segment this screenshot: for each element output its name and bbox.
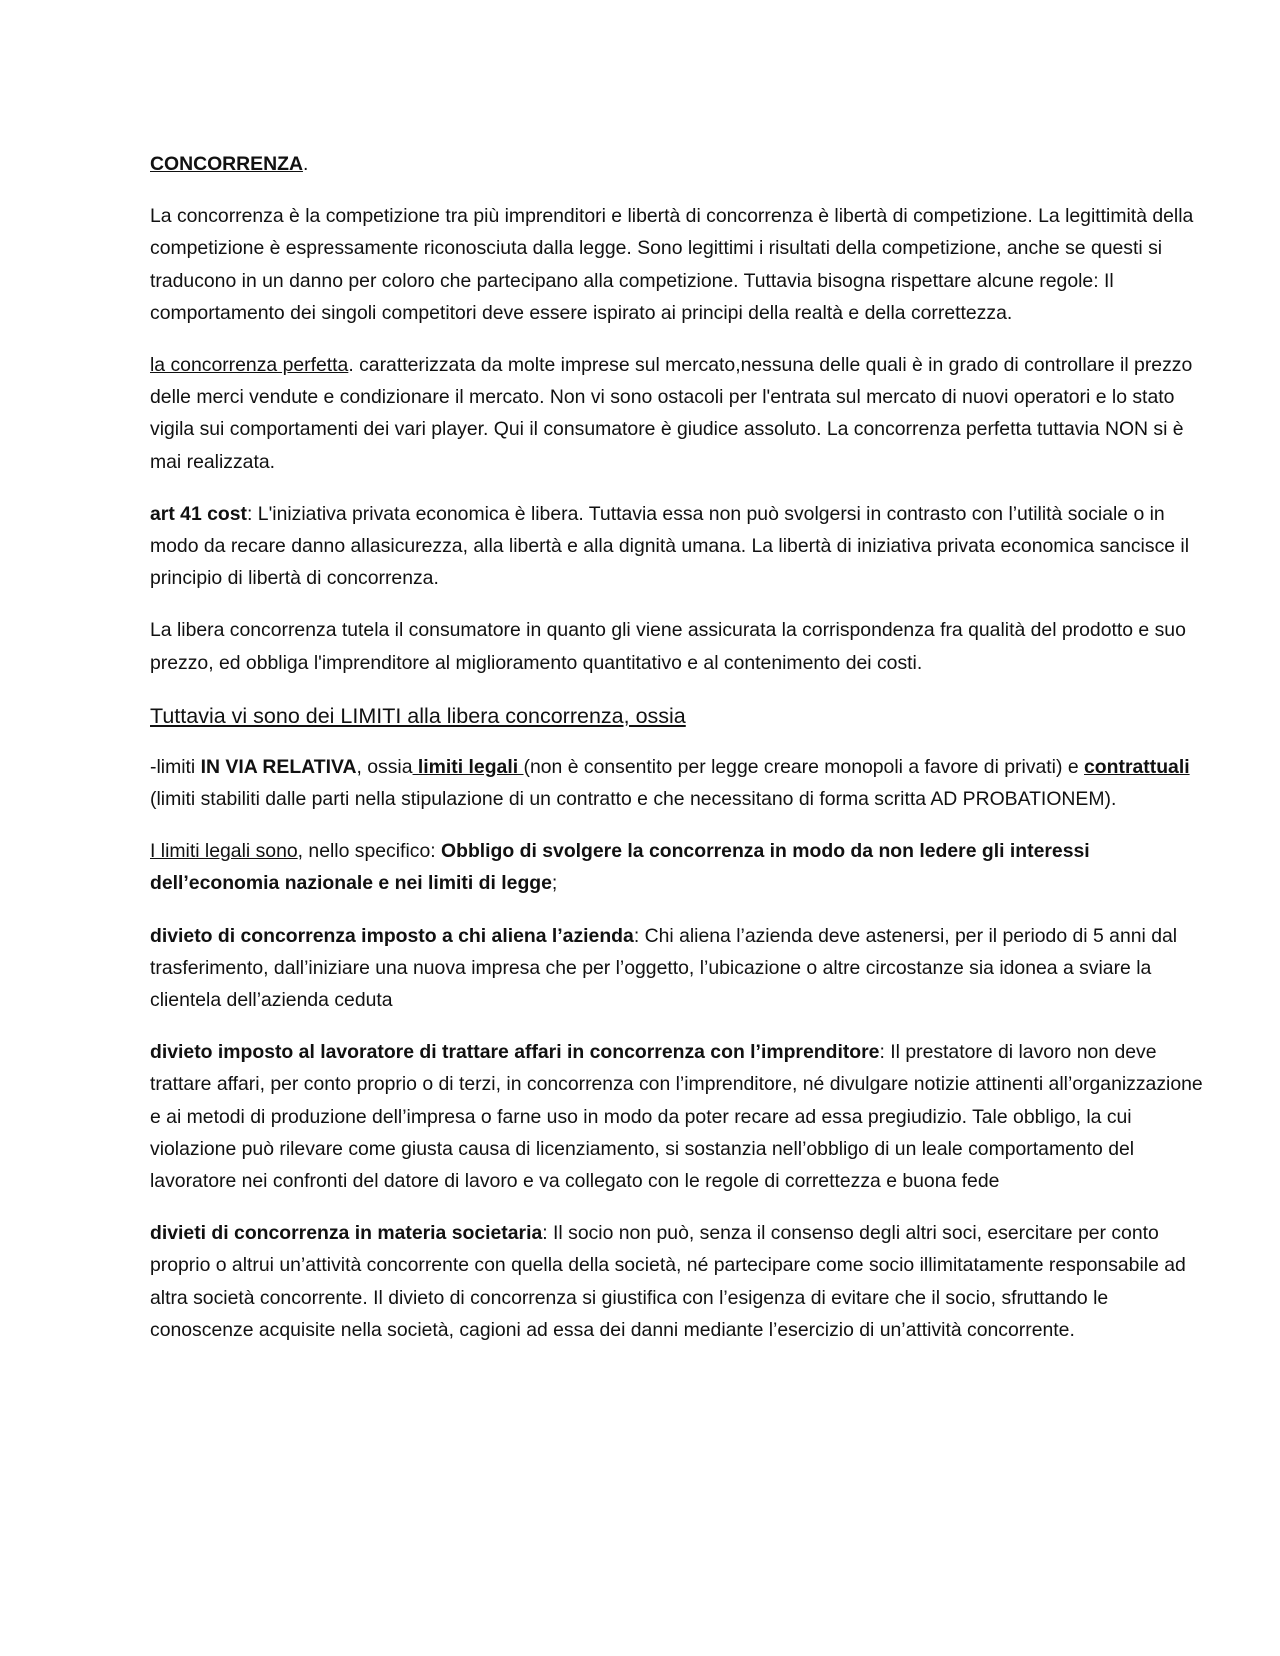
text-ossia: , ossia bbox=[356, 755, 413, 778]
term-corporate-ban: divieti di concorrenza in materia societaria bbox=[150, 1222, 543, 1245]
paragraph-relative-limits bbox=[150, 751, 1205, 815]
text-contractual-desc: (limiti stabiliti dalle parti nella stipulazione di un contratto e che necessitano di forma scritta AD PROBATIONEM). bbox=[150, 788, 1117, 811]
term-art-41: art 41 cost bbox=[150, 502, 248, 525]
term-in-via-relativa: IN VIA RELATIVA bbox=[200, 755, 357, 778]
section-heading-limits: Tuttavia vi sono dei LIMITI alla libera concorrenza, ossia bbox=[150, 703, 686, 728]
text-worker-ban: : Il prestatore di lavoro non deve trattare affari, per conto proprio o di terzi, in concorrenza con l’imprenditore, né divulgare notizie attinenti all’organizzazione e ai metodi di produzione dell’impresa o farne uso in modo da poter recare ad essa pregiudizio. Tale obbligo, la cui violazione può rilevare come giusta causa di licenziamento, si sostanzia nell’obbligo di un leale comportamento del lavoratore nei confronti del datore di lavoro e va collegato con le regole di correttezza e buona fede bbox=[150, 1041, 1203, 1193]
text-nello-specifico: , nello specifico: bbox=[297, 840, 442, 863]
paragraph-consumer-protection: La libera concorrenza tutela il consumatore in quanto gli viene assicurata la corrispondenza fra qualità del prodotto e suo prezzo, ed obbliga l'imprenditore al miglioramento quantitativo e al contenimento dei costi. bbox=[150, 619, 1186, 674]
paragraph-worker-ban bbox=[150, 1036, 1205, 1197]
paragraph-alienation-ban bbox=[150, 920, 1205, 1017]
paragraph-corporate-ban bbox=[150, 1217, 1205, 1346]
text-limits-prefix: -limiti bbox=[150, 755, 201, 778]
term-contrattuali: contrattuali bbox=[1084, 755, 1190, 778]
text-alienation-ban: : Chi aliena l’azienda deve astenersi, per il periodo di 5 anni dal trasferimento, dall’iniziare una nuova impresa che per l’oggetto, l’ubicazione o altre circostanze sia idonea a sviare la clientela dell’azienda ceduta bbox=[150, 924, 1178, 1012]
text-perfect-competition: . caratterizzata da molte imprese sul mercato,nessuna delle quali è in grado di controllare il prezzo delle merci vendute e condizionare il mercato. Non vi sono ostacoli per l'entrata sul mercato di nuovi operatori e lo stato vigila sui comportamenti dei vari player. Qui il consumatore è giudice assoluto. La concorrenza perfetta tuttavia NON si è mai realizzata. bbox=[150, 354, 1193, 473]
paragraph-legal-limits bbox=[150, 835, 1205, 899]
text-semicolon: ; bbox=[551, 872, 558, 895]
paragraph-art-41 bbox=[150, 498, 1205, 595]
term-alienation-ban: divieto di concorrenza imposto a chi aliena l’azienda bbox=[150, 924, 634, 947]
paragraph-intro: La concorrenza è la competizione tra più imprenditori e libertà di concorrenza è libertà di competizione. La legittimità della competizione è espressamente riconosciuta dalla legge. Sono legittimi i risultati della competizione, anche se questi si traducono in un danno per coloro che partecipano alla competizione. Tuttavia bisogna rispettare alcune regole: Il comportamento dei singoli competitori deve essere ispirato ai principi della realtà e della correttezza. bbox=[150, 205, 1194, 324]
term-perfect-competition: la concorrenza perfetta bbox=[150, 354, 349, 377]
document-page bbox=[150, 148, 1205, 1366]
term-worker-ban: divieto imposto al lavoratore di trattare affari in concorrenza con l’imprenditore bbox=[150, 1041, 880, 1064]
text-art-41: : L'iniziativa privata economica è libera. Tuttavia essa non può svolgersi in contrasto con l’utilità sociale o in modo da recare danno allasicurezza, alla libertà e alla dignità umana. La libertà di iniziativa privata economica sancisce il principio di libertà di concorrenza. bbox=[150, 502, 1190, 590]
document-title: CONCORRENZA bbox=[150, 153, 303, 175]
document-title-paragraph bbox=[150, 148, 1205, 180]
title-period: . bbox=[302, 153, 309, 175]
term-obbligo: Obbligo di svolgere la concorrenza in modo da non ledere gli interessi dell’economia nazionale e nei limiti di legge bbox=[150, 840, 1090, 895]
term-limiti-legali-sono: I limiti legali sono bbox=[150, 840, 298, 863]
text-corporate-ban: : Il socio non può, senza il consenso degli altri soci, esercitare per conto proprio o altrui un’attività concorrente con quella della società, né partecipare come socio illimitatamente responsabile ad altra società concorrente. Il divieto di concorrenza si giustifica con l’esigenza di evitare che il socio, sfruttando le conoscenze acquisite nella società, cagioni ad essa dei danni mediante l’esercizio di un’attività concorrente. bbox=[150, 1222, 1186, 1341]
text-legal-limits-desc: (non è consentito per legge creare monopoli a favore di privati) e bbox=[523, 755, 1085, 778]
paragraph-perfect-competition bbox=[150, 349, 1205, 478]
term-limiti-legali: limiti legali bbox=[412, 755, 524, 778]
